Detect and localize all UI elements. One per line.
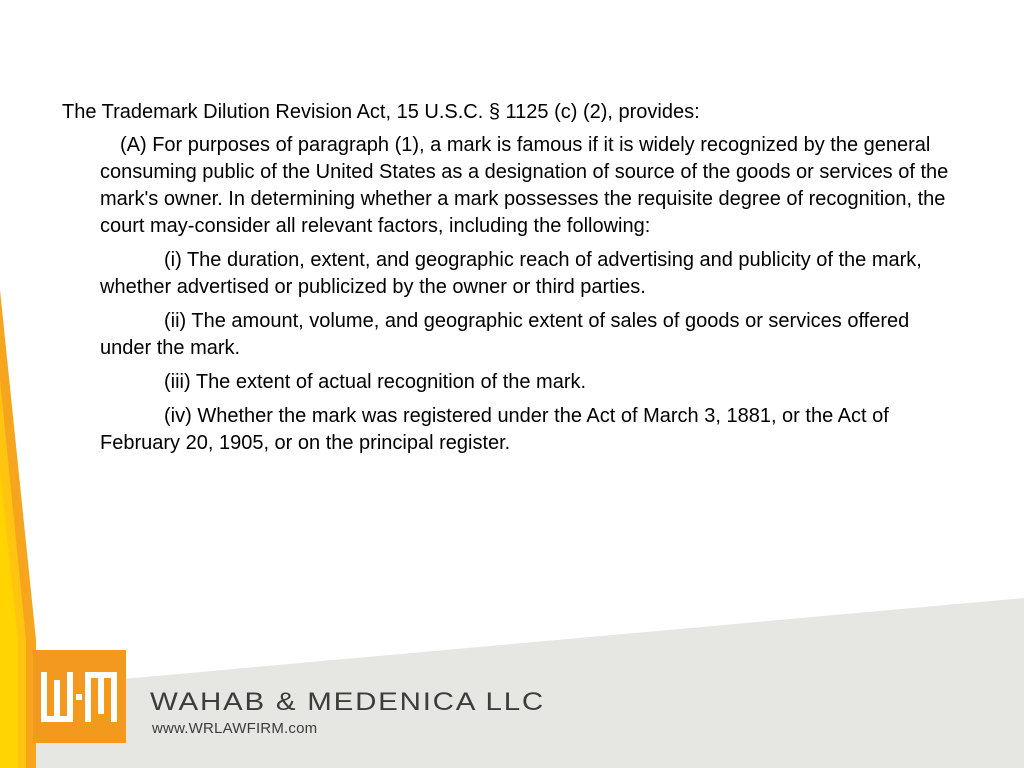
firm-logo — [33, 650, 126, 743]
firm-name: WAHAB & MEDENICA LLC — [150, 688, 545, 716]
slide-body — [62, 99, 972, 464]
factor-iii: (iii) The extent of actual recognition of the mark. — [164, 371, 587, 393]
paragraph-a: (A) For purposes of paragraph (1), a mark is famous if it is widely recognized by the general consuming public of the United States as a designation of source of the goods or services of the mark's owner. In determining whether a mark possesses the requisite degree of recognition, the court may-consider all relevant factors, including the following: — [100, 134, 949, 237]
firm-url[interactable]: www.WRLAWFIRM.com — [152, 720, 318, 737]
factor-ii: (ii) The amount, volume, and geographic extent of sales of goods or services offered under the mark. — [100, 310, 910, 359]
intro-text: The Trademark Dilution Revision Act, 15 U.S.C. § 1125 (c) (2), provides: — [62, 101, 700, 123]
wm-logo-icon — [33, 650, 126, 743]
factor-iv: (iv) Whether the mark was registered under the Act of March 3, 1881, or the Act of February 20, 1905, or on the principal register. — [100, 405, 889, 454]
factor-i: (i) The duration, extent, and geographic reach of advertising and publicity of the mark, whether advertised or publicized by the owner or third parties. — [100, 249, 922, 298]
